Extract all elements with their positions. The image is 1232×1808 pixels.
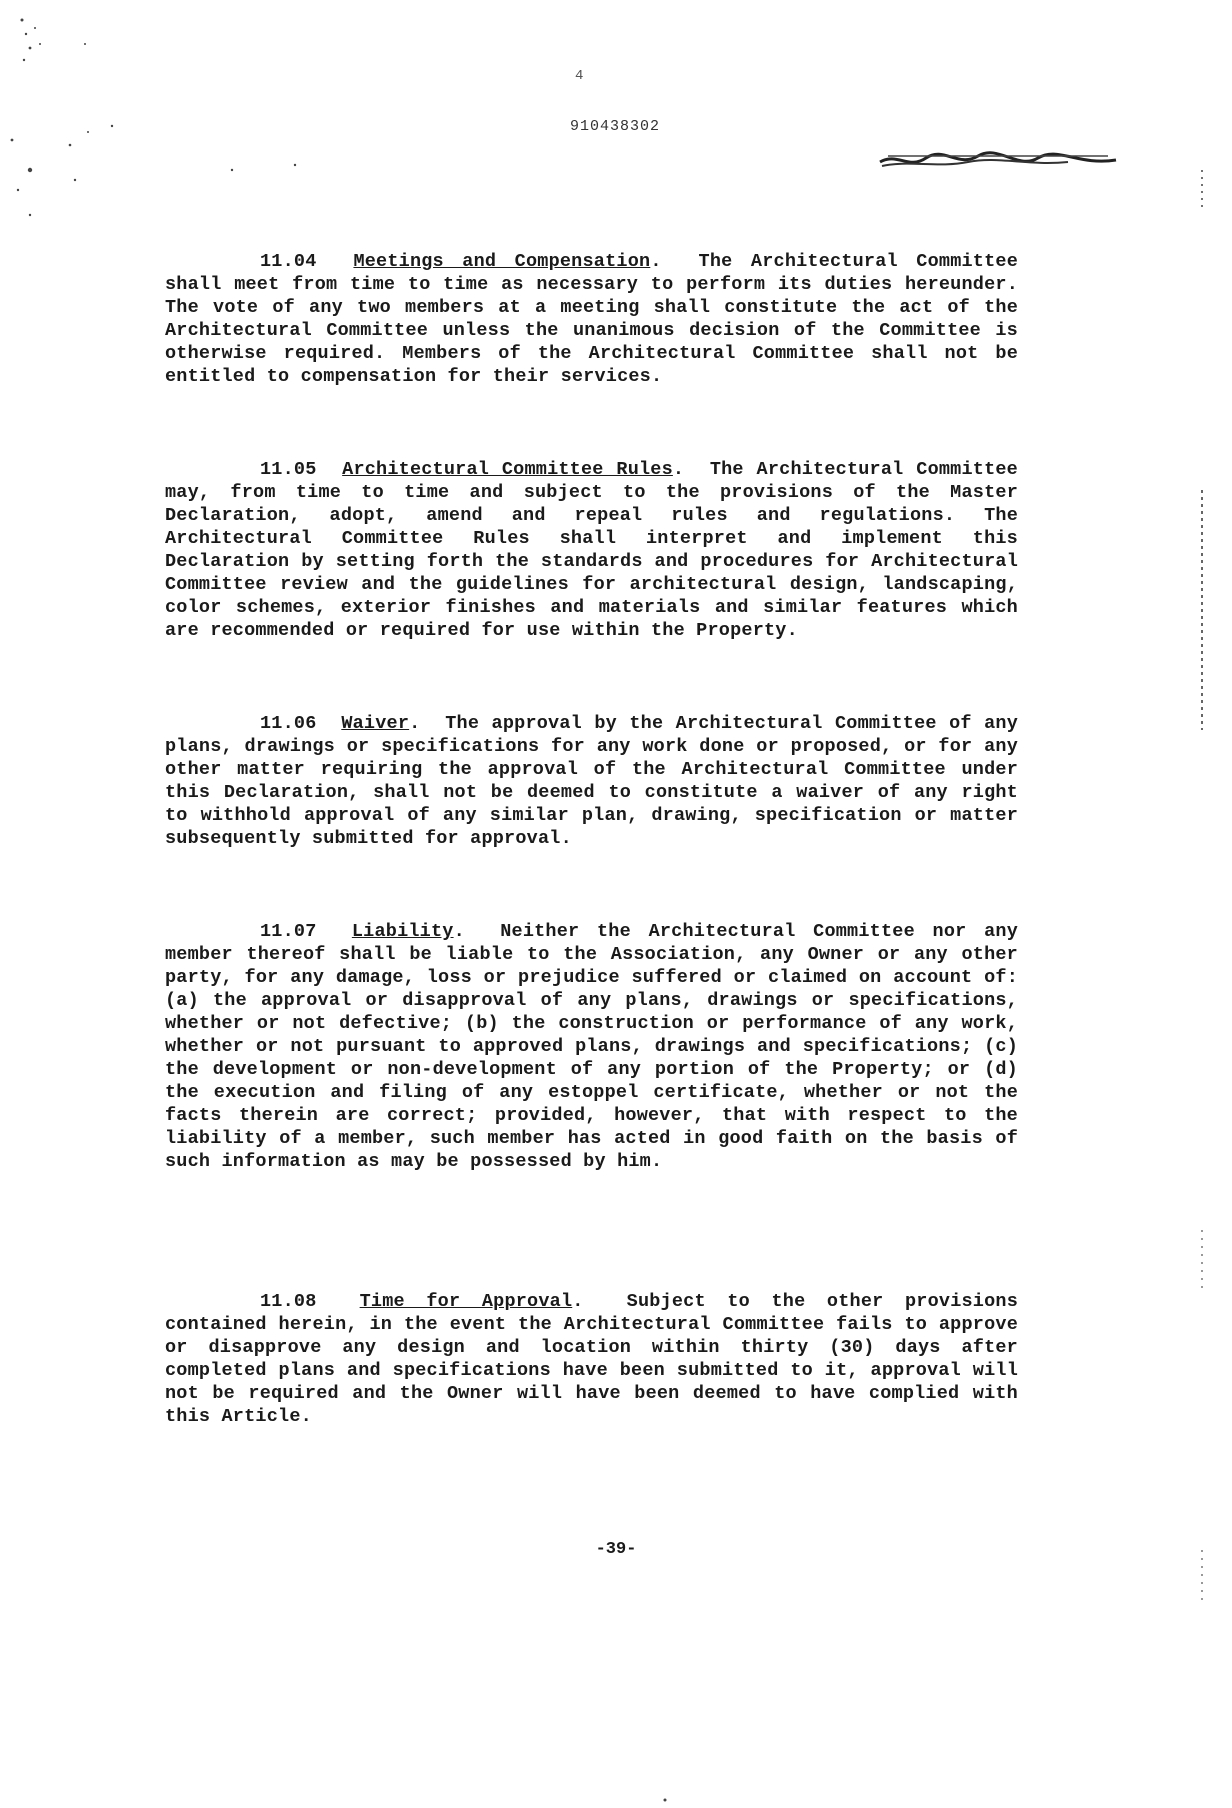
section-11-08: 11.08 Time for Approval. Subject to the other provisions contained herein, in the event the Architectural Committee fails to approve or disapprove any design and location within thirty (30) days after completed plans and specifications have been submitted to it, approval will not be required and the Owner will have been deemed to have complied with this Article.: [165, 1291, 1018, 1427]
section-heading: Architectural Committee Rules: [342, 459, 673, 480]
section-text: Subject to the other provisions contained herein, in the event the Architectural Committee fails to approve or disapprove any design and location within thirty (30) days after completed plans and specifications have been submitted to it, approval will not be required and the Owner will have been deemed to have complied with this Article.: [165, 1291, 1018, 1427]
section-number: 11.04: [260, 251, 317, 272]
section-number: 11.08: [260, 1291, 317, 1312]
section-text: The approval by the Architectural Committee of any plans, drawings or specifications for any work done or proposed, or for any other matter requiring the approval of the Architectural Committee under this Declaration, shall not be deemed to constitute a waiver of any right to withhold approval of any similar plan, drawing, specification or matter subsequently submitted for approval.: [165, 713, 1019, 849]
section-11-04: 11.04 Meetings and Compensation. The Architectural Committee shall meet from time to time as necessary to perform its duties hereunder. The vote of any two members at a meeting shall constitute the act of the Architectural Committee unless the unanimous decision of the Committee is otherwise required. Members of the Architectural Committee shall not be entitled to compensation for their services.: [165, 251, 1019, 387]
section-text: The Architectural Committee shall meet from time to time as necessary to perform its duties hereunder. The vote of any two members at a meeting shall constitute the act of the Architectural Committee unless the unanimous decision of the Committee is otherwise required. Members of the Architectural Committee shall not be entitled to compensation for their services.: [165, 251, 1019, 387]
scan-edge-marks: [1198, 170, 1206, 1610]
document-number: 910438302: [570, 118, 661, 135]
section-number: 11.06: [260, 713, 317, 734]
section-text: The Architectural Committee may, from time to time and subject to the provisions of the Master Declaration, adopt, amend and repeal rules and regulations. The Architectural Committee Rules shall interpret and implement this Declaration by setting forth the standards and procedures for Architectural Committee review and the guidelines for architectural design, landscaping, color schemes, exterior finishes and materials and similar features which are recommended or required for use within the Property.: [165, 459, 1018, 641]
section-heading: Meetings and Compensation: [353, 251, 651, 272]
section-11-06: 11.06 Waiver. The approval by the Architectural Committee of any plans, drawings or specifications for any work done or proposed, or for any other matter requiring the approval of the Architectural Committee under this Declaration, shall not be deemed to constitute a waiver of any right to withhold approval of any similar plan, drawing, specification or matter subsequently submitted for approval.: [165, 713, 1019, 849]
section-11-05: 11.05 Architectural Committee Rules. The Architectural Committee may, from time to time and subject to the provisions of the Master Declaration, adopt, amend and repeal rules and regulations. The Architectural Committee Rules shall interpret and implement this Declaration by setting forth the standards and procedures for Architectural Committee review and the guidelines for architectural design, landscaping, color schemes, exterior finishes and materials and similar features which are recommended or required for use within the Property.: [165, 459, 1018, 641]
section-number: 11.05: [260, 459, 317, 480]
section-heading: Liability: [351, 921, 454, 942]
page-number: -39-: [595, 1540, 637, 1559]
section-heading: Waiver: [341, 713, 410, 734]
section-11-07: 11.07 Liability. Neither the Architectural Committee nor any member thereof shall be liable to the Association, any Owner or any other party, for any damage, loss or prejudice suffered or claimed on account of: (a) the approval or disapproval of any plans, drawings or specifications, whether or not defective; (b) the construction or performance of any work, whether or not pursuant to approved plans, drawings and specifications; (c) the development or non-development of any portion of the Property; or (d) the execution and filing of any estoppel certificate, whether or not the facts therein are correct; provided, however, that with respect to the liability of a member, such member has acted in good faith on the basis of such information as may be possessed by him.: [165, 921, 1019, 1172]
section-text: Neither the Architectural Committee nor any member thereof shall be liable to the Association, any Owner or any other party, for any damage, loss or prejudice suffered or claimed on account of: (a) the approval or disapproval of any plans, drawings or specifications, whether or not defective; (b) the construction or performance of any work, whether or not pursuant to approved plans, drawings and specifications; (c) the development or non-development of any portion of the Property; or (d) the execution and filing of any estoppel certificate, whether or not the facts therein are correct; provided, however, that with respect to the liability of a member, such member has acted in good faith on the basis of such information as may be possessed by him.: [165, 921, 1019, 1172]
header-mark: 4: [575, 68, 584, 84]
section-number: 11.07: [260, 921, 317, 942]
handwritten-scribble: [878, 150, 1118, 172]
section-heading: Time for Approval: [359, 1291, 573, 1312]
